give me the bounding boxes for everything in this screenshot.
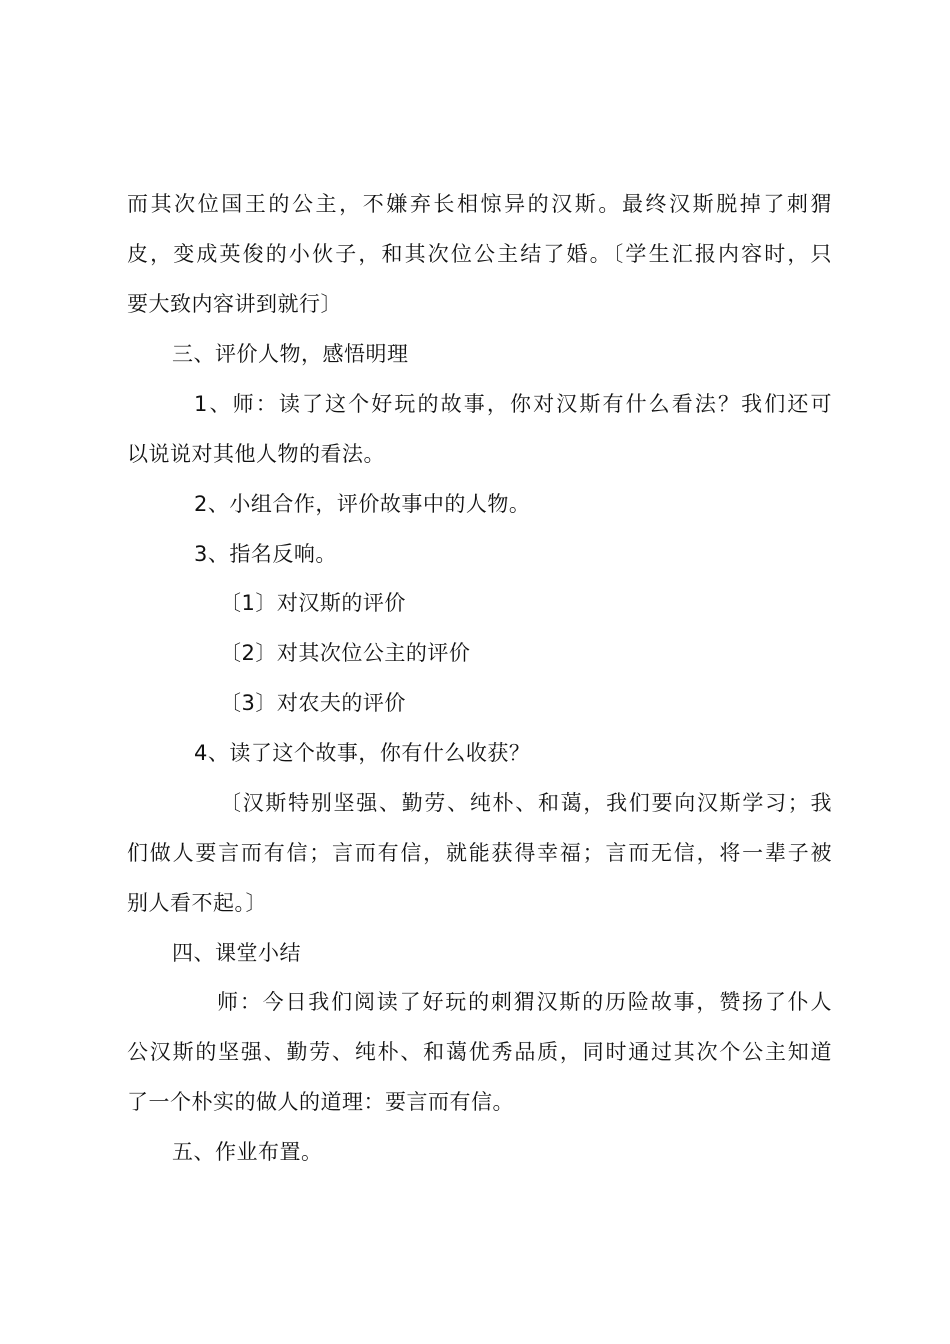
paragraph-line: 们做人要言而有信；言而有信，就能获得幸福；言而无信，将一辈子被 [127, 841, 832, 865]
list-item: 4、读了这个故事，你有什么收获？ [194, 741, 531, 765]
paragraph-line: 皮，变成英俊的小伙子，和其次位公主结了婚。〔学生汇报内容时，只 [127, 242, 832, 266]
paragraph-line: 公汉斯的坚强、勤劳、纯朴、和蔼优秀品质，同时通过其次个公主知道 [127, 1040, 832, 1064]
sub-list-item: 〔2〕对其次位公主的评价 [220, 641, 471, 665]
list-item: 2、小组合作，评价故事中的人物。 [194, 492, 531, 516]
paragraph-line: 要大致内容讲到就行〕 [127, 292, 342, 316]
sub-list-item: 〔1〕对汉斯的评价 [220, 591, 406, 615]
section-heading: 四、课堂小结 [172, 941, 301, 965]
section-heading: 三、评价人物，感悟明理 [172, 342, 409, 366]
paragraph-line: 而其次位国王的公主，不嫌弃长相惊异的汉斯。最终汉斯脱掉了刺猬 [127, 192, 832, 216]
paragraph-line: 别人看不起。〕 [127, 891, 267, 915]
paragraph-line: 〔汉斯特别坚强、勤劳、纯朴、和蔼，我们要向汉斯学习；我 [220, 791, 832, 815]
paragraph-line: 师：今日我们阅读了好玩的刺猬汉斯的历险故事，赞扬了仆人 [217, 990, 832, 1014]
paragraph-line: 以说说对其他人物的看法。 [127, 442, 385, 466]
paragraph-line: 了一个朴实的做人的道理：要言而有信。 [127, 1090, 514, 1114]
sub-list-item: 〔3〕对农夫的评价 [220, 691, 406, 715]
section-heading: 五、作业布置。 [172, 1140, 323, 1164]
list-item: 3、指名反响。 [194, 542, 337, 566]
paragraph-line: 1、师：读了这个好玩的故事，你对汉斯有什么看法？我们还可 [194, 392, 832, 416]
